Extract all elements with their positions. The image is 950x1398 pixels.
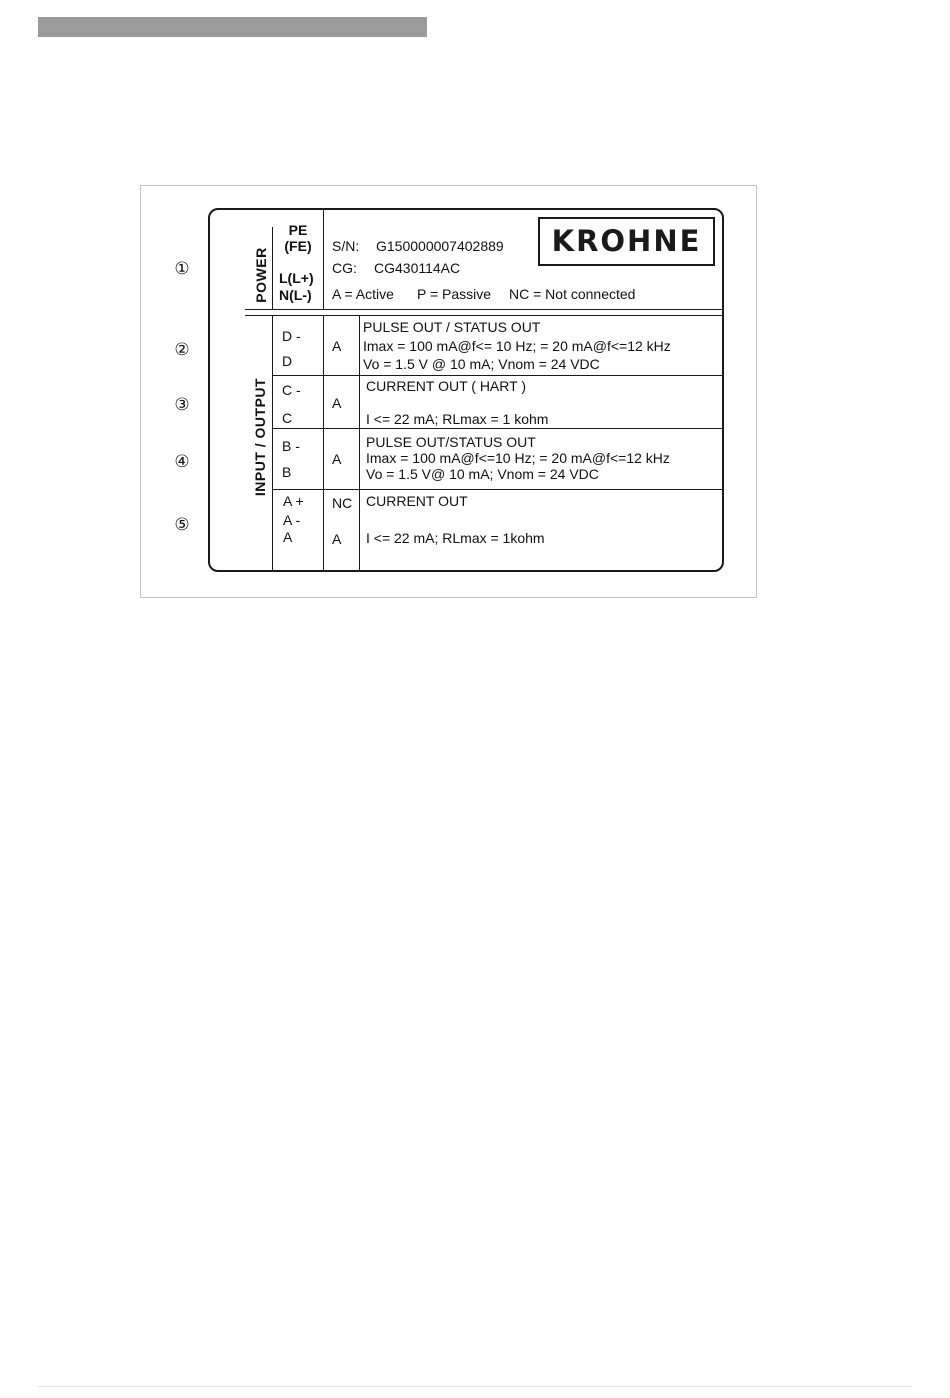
desc-b-line-3: Vo = 1.5 V@ 10 mA; Vnom = 24 VDC: [366, 466, 599, 482]
mode-b: A: [332, 451, 342, 467]
desc-c-line-2: I <= 22 mA; RLmax = 1 kohm: [366, 411, 549, 427]
terminal-d-minus: D -: [282, 328, 301, 344]
krohne-logo: [538, 217, 715, 266]
terminal-b-minus: B -: [282, 438, 300, 454]
terminal-d: D: [282, 353, 293, 369]
mode-a-nc: NC: [332, 495, 353, 511]
callout-4: ④: [174, 452, 190, 472]
desc-b-title: PULSE OUT/STATUS OUT: [366, 434, 536, 450]
mode-c: A: [332, 395, 342, 411]
power-section-label: POWER: [253, 247, 269, 303]
callout-5: ⑤: [174, 515, 190, 535]
header-bar: [38, 17, 427, 37]
power-column-divider: [272, 227, 273, 310]
l-terminal-label: L(L+): [279, 270, 314, 286]
legend-active: A = Active: [332, 286, 394, 302]
footer-line: [38, 1386, 912, 1387]
callout-3: ③: [174, 395, 190, 415]
callout-2: ②: [174, 340, 190, 360]
serial-number-label: S/N:: [332, 238, 360, 254]
legend-not-connected: NC = Not connected: [509, 286, 636, 302]
desc-a-title: CURRENT OUT: [366, 493, 468, 509]
serial-number-value: G150000007402889: [376, 238, 504, 254]
desc-b-line-2: Imax = 100 mA@f<=10 Hz; = 20 mA@f<=12 kHz: [366, 450, 670, 466]
io-section-top-line: [245, 315, 722, 316]
mode-d: A: [332, 338, 342, 354]
io-row-divider-1: [272, 375, 722, 376]
io-terminal-column-left: [272, 315, 273, 570]
fe-terminal-label: (FE): [284, 238, 312, 254]
desc-c-title: CURRENT OUT ( HART ): [366, 378, 526, 394]
io-row-divider-3: [272, 489, 722, 490]
pe-terminal-label: PE: [288, 222, 308, 238]
io-description-column-left: [359, 315, 360, 570]
desc-d-line-2: Imax = 100 mA@f<= 10 Hz; = 20 mA@f<=12 kHz: [363, 338, 671, 354]
cg-value: CG430114AC: [374, 260, 461, 276]
mode-a: A: [332, 531, 342, 547]
terminal-a: A: [283, 529, 293, 545]
power-terminal-divider: [323, 210, 324, 310]
desc-a-line-2: I <= 22 mA; RLmax = 1kohm: [366, 530, 545, 546]
terminal-c: C: [282, 410, 293, 426]
callout-1: ①: [174, 259, 190, 279]
desc-d-title: PULSE OUT / STATUS OUT: [363, 319, 541, 335]
legend-passive: P = Passive: [417, 286, 492, 302]
io-row-divider-2: [272, 428, 722, 429]
terminal-b: B: [282, 464, 292, 480]
n-terminal-label: N(L-): [279, 287, 312, 303]
io-mode-column-left: [323, 315, 324, 570]
brand-name: KROHNE: [551, 224, 702, 258]
cg-label: CG:: [332, 260, 357, 276]
terminal-c-minus: C -: [282, 382, 301, 398]
io-section-label: INPUT / OUTPUT: [252, 377, 268, 497]
power-section-bottom-line: [245, 309, 722, 310]
terminal-a-plus: A +: [283, 493, 304, 509]
terminal-a-minus: A -: [283, 512, 301, 528]
desc-d-line-3: Vo = 1.5 V @ 10 mA; Vnom = 24 VDC: [363, 356, 600, 372]
